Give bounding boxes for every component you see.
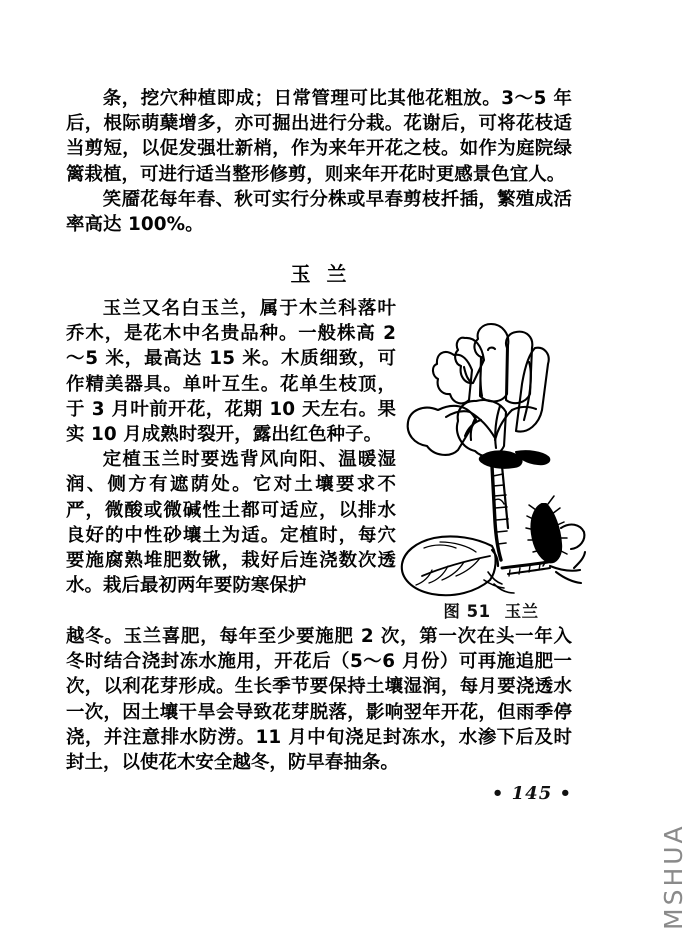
leaf-group xyxy=(402,536,496,595)
figure-name: 玉兰 xyxy=(504,602,539,621)
article-text-continued xyxy=(66,624,572,775)
magnolia-illustration xyxy=(396,300,586,600)
top-text-block xyxy=(66,86,572,237)
flower-group xyxy=(408,324,549,456)
branchlet-group xyxy=(446,407,536,440)
figure-caption xyxy=(396,598,586,622)
paragraph-continuation: 条，挖穴种植即成；日常管理可比其他花粗放。3～5 年后，根际萌蘖增多，亦可掘出进行分栽。花谢后，可将花枝适当剪短，以促发强壮新梢，作为来年开花之枝。如作为庭院绿篱栽植，可进行适当整形修剪，则来年开花时更感景色宜人。 xyxy=(66,88,572,185)
article-text-column xyxy=(66,296,396,598)
paragraph-planting-part2: 越冬。玉兰喜肥，每年至少要施肥 2 次，第一次在头一年入冬时结合浇封冻水施用，开花后（5～6 月份）可再施追肥一次，以利花芽形成。生长季节要保持土壤湿润，每月要浇透水一次，因土壤干旱会导致花芽脱落，影响翌年开花，但雨季停浇，并注意排水防涝。11 月中旬浇足封冻水，水渗下后及时封土，以使花木安全越冬，防早春抽条。 xyxy=(66,626,572,774)
watermark-text: MSHUA xyxy=(659,823,688,930)
paragraph-spiraea-propagation: 笑靥花每年春、秋可实行分株或早春剪枝扦插，繁殖成活率高达 100%。 xyxy=(66,188,572,236)
paragraph-magnolia-description: 玉兰又名白玉兰，属于木兰科落叶乔木，是花木中名贵品种。一般株高 2～5 米，最高达 15 米。木质细致，可作精美器具。单叶互生。花单生枝顶，于 3 月叶前开花，花期 10 天左右。果实 10 月成熟时裂开，露出红色种子。 xyxy=(66,298,396,446)
receptacle-group xyxy=(480,451,549,468)
bud-group xyxy=(502,496,585,583)
paragraph-planting-part1: 定植玉兰时要选背风向阳、温暖湿润、侧方有遮荫处。它对土壤要求不严，微酸或微碱性土都可适应，以排水良好的中性砂壤土为适。定植时，每穴要施腐熟堆肥数锹，栽好后连浇数次透水。栽后最初两年要防寒保护 xyxy=(66,449,396,597)
section-heading: 玉兰 xyxy=(290,262,363,286)
page-number: • 145 • xyxy=(491,783,572,804)
figure-label: 图 51 xyxy=(443,602,491,621)
stem-group xyxy=(492,466,508,560)
